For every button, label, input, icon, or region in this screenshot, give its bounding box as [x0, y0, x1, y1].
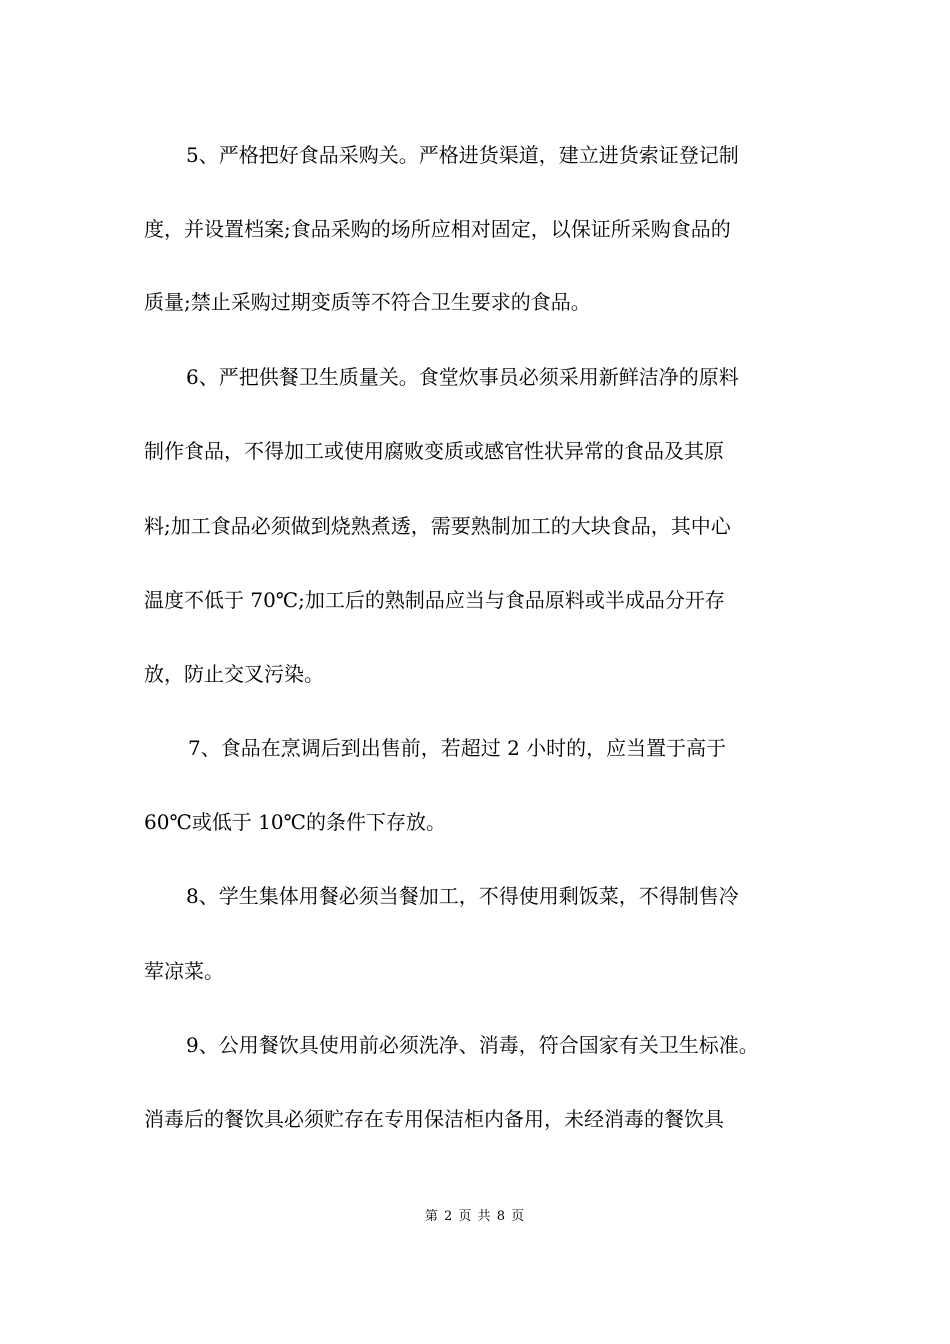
- paragraph-6-line-2: 制作食品，不得加工或使用腐败变质或感官性状异常的食品及其原: [144, 439, 724, 463]
- paragraph-7-line-1: 7、食品在烹调后到出售前，若超过 2 小时的，应当置于高于: [188, 736, 727, 760]
- paragraph-9-line-2: 消毒后的餐饮具必须贮存在专用保洁柜内备用，未经消毒的餐饮具: [144, 1107, 724, 1131]
- paragraph-9-line-1: 9、公用餐饮具使用前必须洗净、消毒，符合国家有关卫生标准。: [186, 1033, 759, 1057]
- page-footer: [0, 1208, 950, 1226]
- paragraph-6-line-4: 温度不低于 70℃;加工后的熟制品应当与食品原料或半成品分开存: [144, 588, 725, 612]
- paragraph-5-line-3: 质量;禁止采购过期变质等不符合卫生要求的食品。: [144, 290, 591, 314]
- paragraph-8-line-2: 荤凉菜。: [144, 959, 224, 983]
- paragraph-6-line-1: 6、严把供餐卫生质量关。食堂炊事员必须采用新鲜洁净的原料: [186, 365, 739, 389]
- paragraph-7-line-2: 60℃或低于 10℃的条件下存放。: [144, 810, 447, 834]
- page-number-label: 第 2 页 共 8 页: [424, 1209, 526, 1224]
- paragraph-6-line-3: 料;加工食品必须做到烧熟煮透，需要熟制加工的大块食品，其中心: [144, 514, 731, 538]
- paragraph-8-line-1: 8、学生集体用餐必须当餐加工，不得使用剩饭菜，不得制售冷: [186, 884, 739, 908]
- paragraph-5-line-2: 度，并设置档案;食品采购的场所应相对固定，以保证所采购食品的: [144, 217, 731, 241]
- paragraph-6-line-5: 放，防止交叉污染。: [144, 662, 324, 686]
- paragraph-5-line-1: 5、严格把好食品采购关。严格进货渠道，建立进货索证登记制: [186, 143, 739, 167]
